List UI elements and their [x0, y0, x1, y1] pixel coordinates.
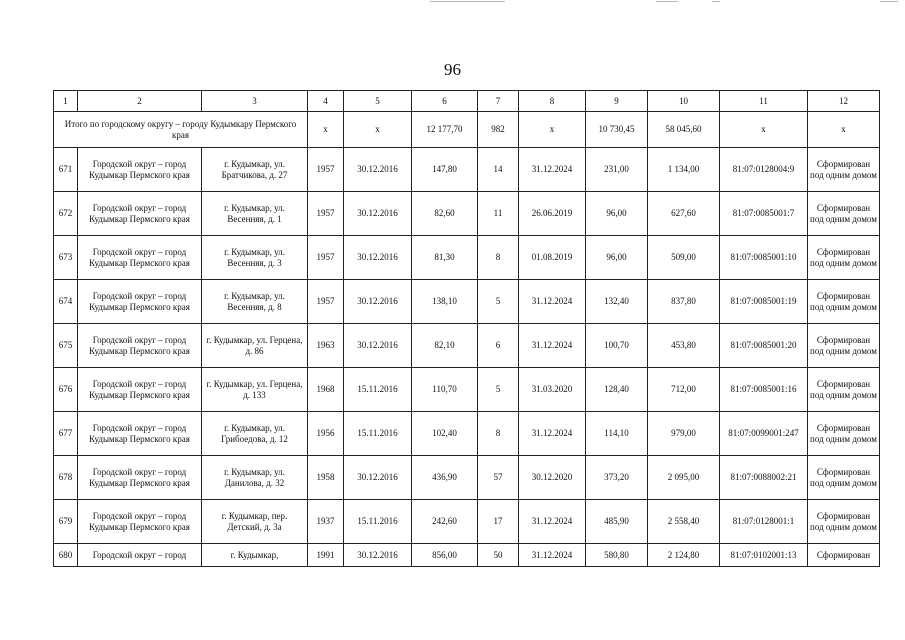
cadastral-number-cell: 81:07:0128001:1: [720, 500, 808, 544]
row-number-cell: 676: [54, 368, 78, 412]
cadastral-number-cell: 81:07:0128004:9: [720, 148, 808, 192]
build-year-cell: 1957: [308, 236, 344, 280]
municipality-cell: Городской округ – город Кудымкар Пермского края: [78, 192, 202, 236]
cost-cell: 2 124,80: [648, 544, 720, 567]
residents-cell: 5: [478, 368, 519, 412]
build-year-cell: 1957: [308, 192, 344, 236]
area-cell: 138,10: [412, 280, 478, 324]
total-cell: x: [344, 112, 412, 148]
address-cell: г. Кудымкар, ул. Весенняя, д. 8: [202, 280, 308, 324]
row-number-cell: 679: [54, 500, 78, 544]
residents-cell: 50: [478, 544, 519, 567]
header-cell: 8: [519, 91, 586, 112]
date-plan-cell: 31.12.2024: [519, 148, 586, 192]
municipality-cell: Городской округ – город: [78, 544, 202, 567]
table-row: [54, 412, 880, 456]
header-cell: 7: [478, 91, 519, 112]
total-cell: 10 730,45: [586, 112, 648, 148]
date-plan-cell: 31.12.2024: [519, 412, 586, 456]
area-cell: 82,10: [412, 324, 478, 368]
area-cell: 110,70: [412, 368, 478, 412]
date-inclusion-cell: 30.12.2016: [344, 544, 412, 567]
row-number-cell: 680: [54, 544, 78, 567]
cost-cell: 979,00: [648, 412, 720, 456]
cost-cell: 509,00: [648, 236, 720, 280]
total-cell: x: [308, 112, 344, 148]
date-inclusion-cell: 15.11.2016: [344, 500, 412, 544]
build-year-cell: 1957: [308, 280, 344, 324]
municipality-cell: Городской округ – город Кудымкар Пермского края: [78, 368, 202, 412]
area-cell: 82,60: [412, 192, 478, 236]
table-row: [54, 324, 880, 368]
date-inclusion-cell: 30.12.2016: [344, 456, 412, 500]
cost-cell: 627,60: [648, 192, 720, 236]
land-area-cell: 100,70: [586, 324, 648, 368]
build-year-cell: 1956: [308, 412, 344, 456]
cost-cell: 453,80: [648, 324, 720, 368]
scan-edge-marks: [0, 0, 905, 6]
area-cell: 102,40: [412, 412, 478, 456]
date-plan-cell: 31.12.2024: [519, 324, 586, 368]
cost-cell: 2 095,00: [648, 456, 720, 500]
table-row: [54, 456, 880, 500]
cadastral-number-cell: 81:07:0099001:247: [720, 412, 808, 456]
cadastral-number-cell: 81:07:0085001:7: [720, 192, 808, 236]
municipality-cell: Городской округ – город Кудымкар Пермского края: [78, 148, 202, 192]
header-cell: 2: [78, 91, 202, 112]
residents-cell: 14: [478, 148, 519, 192]
date-plan-cell: 30.12.2020: [519, 456, 586, 500]
municipality-cell: Городской округ – город Кудымкар Пермского края: [78, 456, 202, 500]
date-inclusion-cell: 30.12.2016: [344, 236, 412, 280]
row-number-cell: 675: [54, 324, 78, 368]
header-cell: 12: [808, 91, 880, 112]
land-area-cell: 373,20: [586, 456, 648, 500]
row-number-cell: 672: [54, 192, 78, 236]
residents-cell: 11: [478, 192, 519, 236]
address-cell: г. Кудымкар, ул. Весенняя, д. 1: [202, 192, 308, 236]
build-year-cell: 1957: [308, 148, 344, 192]
table-row: [54, 192, 880, 236]
land-status-cell: Сформирован под одним домом: [808, 368, 880, 412]
header-cell: 9: [586, 91, 648, 112]
table-row: [54, 280, 880, 324]
build-year-cell: 1963: [308, 324, 344, 368]
table-row: [54, 368, 880, 412]
municipality-cell: Городской округ – город Кудымкар Пермского края: [78, 236, 202, 280]
land-area-cell: 128,40: [586, 368, 648, 412]
date-plan-cell: 31.03.2020: [519, 368, 586, 412]
build-year-cell: 1968: [308, 368, 344, 412]
table-row: [54, 500, 880, 544]
row-number-cell: 673: [54, 236, 78, 280]
municipality-cell: Городской округ – город Кудымкар Пермского края: [78, 412, 202, 456]
area-cell: 81,30: [412, 236, 478, 280]
land-area-cell: 114,10: [586, 412, 648, 456]
area-cell: 147,80: [412, 148, 478, 192]
cadastral-number-cell: 81:07:0102001:13: [720, 544, 808, 567]
total-cell: 982: [478, 112, 519, 148]
table-row: [54, 236, 880, 280]
date-inclusion-cell: 15.11.2016: [344, 368, 412, 412]
total-cell: x: [519, 112, 586, 148]
residents-cell: 8: [478, 236, 519, 280]
date-inclusion-cell: 15.11.2016: [344, 412, 412, 456]
land-status-cell: Сформирован под одним домом: [808, 280, 880, 324]
header-cell: 5: [344, 91, 412, 112]
address-cell: г. Кудымкар,: [202, 544, 308, 567]
header-cell: 11: [720, 91, 808, 112]
build-year-cell: 1958: [308, 456, 344, 500]
total-row: [54, 112, 880, 148]
date-plan-cell: 01.08.2019: [519, 236, 586, 280]
address-cell: г. Кудымкар, ул. Братчикова, д. 27: [202, 148, 308, 192]
area-cell: 856,00: [412, 544, 478, 567]
date-plan-cell: 31.12.2024: [519, 500, 586, 544]
page-number: 96: [444, 60, 461, 79]
address-cell: г. Кудымкар, ул. Данилова, д. 32: [202, 456, 308, 500]
total-cell: x: [720, 112, 808, 148]
land-status-cell: Сформирован под одним домом: [808, 324, 880, 368]
land-status-cell: Сформирован под одним домом: [808, 192, 880, 236]
cadastral-number-cell: 81:07:0085001:16: [720, 368, 808, 412]
cadastral-number-cell: 81:07:0085001:19: [720, 280, 808, 324]
cadastral-number-cell: 81:07:0085001:20: [720, 324, 808, 368]
land-status-cell: Сформирован под одним домом: [808, 456, 880, 500]
land-status-cell: Сформирован под одним домом: [808, 500, 880, 544]
date-plan-cell: 31.12.2024: [519, 280, 586, 324]
address-cell: г. Кудымкар, ул. Герцена, д. 86: [202, 324, 308, 368]
total-cell: x: [808, 112, 880, 148]
land-area-cell: 580,80: [586, 544, 648, 567]
area-cell: 242,60: [412, 500, 478, 544]
land-area-cell: 485,90: [586, 500, 648, 544]
municipality-cell: Городской округ – город Кудымкар Пермского края: [78, 280, 202, 324]
land-area-cell: 96,00: [586, 236, 648, 280]
cadastral-number-cell: 81:07:0085001:10: [720, 236, 808, 280]
land-area-cell: 132,40: [586, 280, 648, 324]
header-cell: 3: [202, 91, 308, 112]
municipality-cell: Городской округ – город Кудымкар Пермского края: [78, 500, 202, 544]
land-status-cell: Сформирован под одним домом: [808, 148, 880, 192]
address-cell: г. Кудымкар, ул. Грибоедова, д. 12: [202, 412, 308, 456]
data-table: [53, 90, 880, 567]
land-status-cell: Сформирован под одним домом: [808, 412, 880, 456]
cadastral-number-cell: 81:07:0088002:21: [720, 456, 808, 500]
header-cell: 4: [308, 91, 344, 112]
row-number-cell: 674: [54, 280, 78, 324]
address-cell: г. Кудымкар, пер. Детский, д. 3а: [202, 500, 308, 544]
total-cell: 58 045,60: [648, 112, 720, 148]
table-row: [54, 148, 880, 192]
total-label: Итого по городскому округу – городу Кудымкару Пермского края: [54, 112, 308, 148]
header-cell: 10: [648, 91, 720, 112]
date-inclusion-cell: 30.12.2016: [344, 324, 412, 368]
cost-cell: 2 558,40: [648, 500, 720, 544]
cost-cell: 1 134,00: [648, 148, 720, 192]
build-year-cell: 1937: [308, 500, 344, 544]
row-number-cell: 671: [54, 148, 78, 192]
date-inclusion-cell: 30.12.2016: [344, 280, 412, 324]
municipality-cell: Городской округ – город Кудымкар Пермского края: [78, 324, 202, 368]
total-cell: 12 177,70: [412, 112, 478, 148]
date-plan-cell: 31.12.2024: [519, 544, 586, 567]
land-status-cell: Сформирован под одним домом: [808, 236, 880, 280]
residents-cell: 5: [478, 280, 519, 324]
date-inclusion-cell: 30.12.2016: [344, 148, 412, 192]
residents-cell: 8: [478, 412, 519, 456]
cost-cell: 837,80: [648, 280, 720, 324]
residents-cell: 6: [478, 324, 519, 368]
residents-cell: 57: [478, 456, 519, 500]
address-cell: г. Кудымкар, ул. Весенняя, д. 3: [202, 236, 308, 280]
header-row: [54, 91, 880, 112]
date-plan-cell: 26.06.2019: [519, 192, 586, 236]
area-cell: 436,90: [412, 456, 478, 500]
date-inclusion-cell: 30.12.2016: [344, 192, 412, 236]
header-cell: 6: [412, 91, 478, 112]
address-cell: г. Кудымкар, ул. Герцена, д. 133: [202, 368, 308, 412]
row-number-cell: 678: [54, 456, 78, 500]
land-status-cell: Сформирован: [808, 544, 880, 567]
cost-cell: 712,00: [648, 368, 720, 412]
table-row: [54, 544, 880, 567]
land-area-cell: 96,00: [586, 192, 648, 236]
residents-cell: 17: [478, 500, 519, 544]
header-cell: 1: [54, 91, 78, 112]
row-number-cell: 677: [54, 412, 78, 456]
land-area-cell: 231,00: [586, 148, 648, 192]
build-year-cell: 1991: [308, 544, 344, 567]
